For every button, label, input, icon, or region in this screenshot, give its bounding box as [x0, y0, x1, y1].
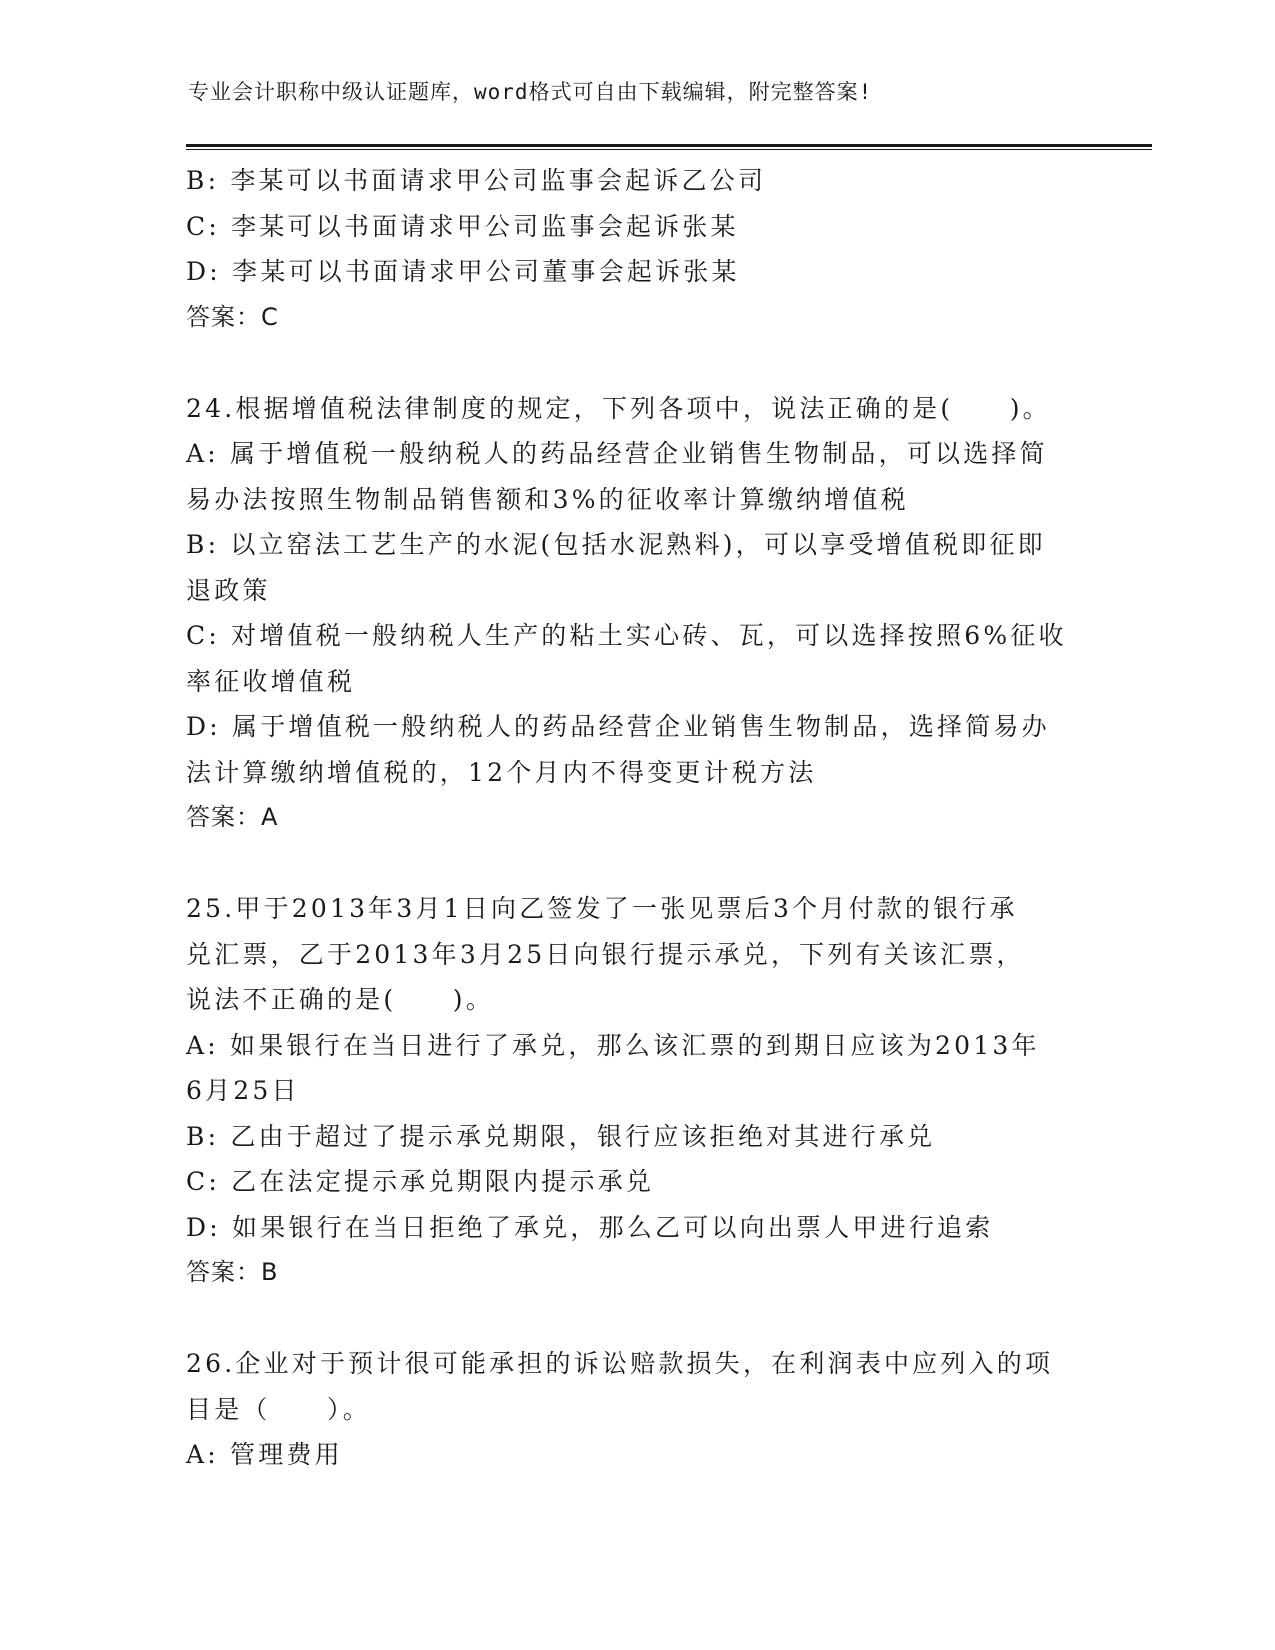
option-a-cont: 易办法按照生物制品销售额和3%的征收率计算缴纳增值税 — [186, 484, 909, 514]
answer: 答案：B — [186, 1258, 279, 1286]
spacer — [186, 841, 1086, 887]
option-d: D: 李某可以书面请求甲公司董事会起诉张某 — [186, 257, 740, 286]
spacer — [186, 1296, 1086, 1342]
option-b: B: 以立窑法工艺生产的水泥(包括水泥熟料)，可以享受增值税即征即 — [186, 530, 1046, 559]
option-d-cont: 法计算缴纳增值税的，12个月内不得变更计税方法 — [186, 757, 817, 787]
question-26 — [186, 1341, 1086, 1478]
option-a: A: 如果银行在当日进行了承兑，那么该汇票的到期日应该为2013年 — [186, 1030, 1040, 1060]
option-b: B: 乙由于超过了提示承兑期限，银行应该拒绝对其进行承兑 — [186, 1121, 936, 1151]
question-stem-cont: 说法不正确的是( )。 — [186, 985, 494, 1014]
question-stem-cont: 目是（ ）。 — [186, 1394, 371, 1424]
option-b-cont: 退政策 — [186, 575, 271, 605]
option-c-cont: 率征收增值税 — [186, 666, 356, 696]
option-d: D: 属于增值税一般纳税人的药品经营企业销售生物制品，选择简易办 — [186, 712, 1050, 741]
question-stem-cont: 兑汇票，乙于2013年3月25日向银行提示承兑，下列有关该汇票， — [186, 939, 1025, 969]
option-c: C: 李某可以书面请求甲公司监事会起诉张某 — [186, 211, 739, 241]
question-stem: 25.甲于2013年3月1日向乙签发了一张见票后3个月付款的银行承 — [186, 894, 1018, 923]
document-body — [186, 158, 1086, 1478]
option-c: C: 对增值税一般纳税人生产的粘土实心砖、瓦，可以选择按照6%征收 — [186, 621, 1067, 650]
spacer — [186, 340, 1086, 386]
question-stem: 24.根据增值税法律制度的规定，下列各项中，说法正确的是( )。 — [186, 393, 1051, 423]
header-divider — [186, 144, 1152, 150]
answer: 答案：C — [186, 302, 279, 331]
option-a-cont: 6月25日 — [186, 1076, 300, 1105]
question-stem: 26.企业对于预计很可能承担的诉讼赔款损失，在利润表中应列入的项 — [186, 1349, 1054, 1378]
option-c: C: 乙在法定提示承兑期限内提示承兑 — [186, 1167, 655, 1196]
option-a: A: 管理费用 — [186, 1440, 343, 1469]
option-d: D: 如果银行在当日拒绝了承兑，那么乙可以向出票人甲进行追索 — [186, 1212, 994, 1242]
question-24 — [186, 386, 1086, 841]
answer: 答案：A — [186, 803, 279, 831]
page-header: 专业会计职称中级认证题库，word格式可自由下载编辑，附完整答案! — [188, 80, 873, 104]
question-23-tail — [186, 158, 1086, 340]
question-25 — [186, 886, 1086, 1296]
option-b: B: 李某可以书面请求甲公司监事会起诉乙公司 — [186, 166, 767, 195]
option-a: A: 属于增值税一般纳税人的药品经营企业销售生物制品，可以选择简 — [186, 439, 1048, 468]
